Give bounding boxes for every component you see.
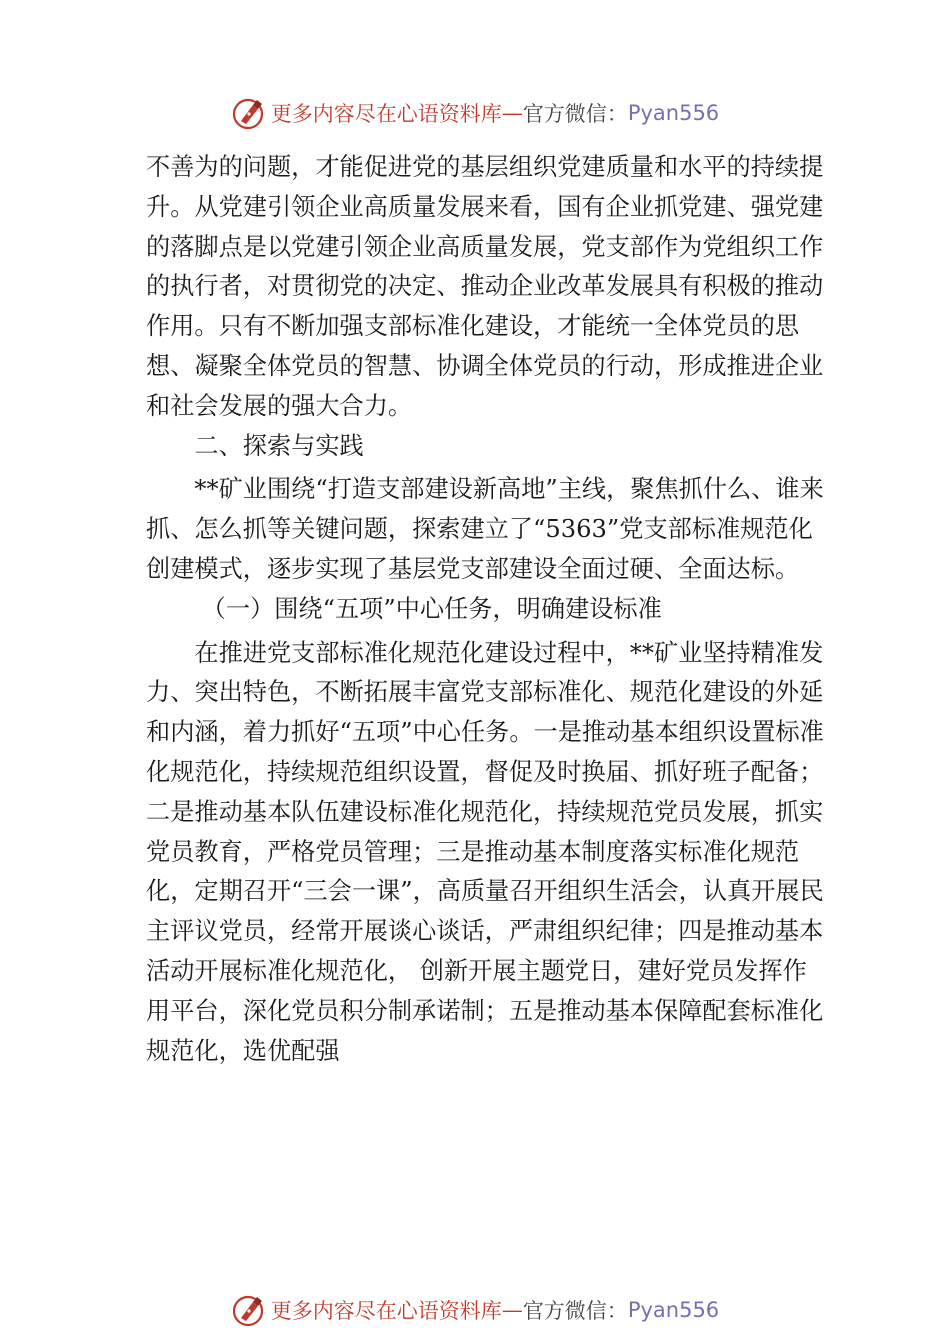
- body-paragraph-3: 在推进党支部标准化规范化建设过程中，**矿业坚持精准发力、突出特色，不断拓展丰富党支部标准化、规范化建设的外延和内涵，着力抓好“五项”中心任务。一是推动基本组织设置标准化规范化，持续规范组织设置，督促及时换届、抓好班子配备；二是推动基本队伍建设标准化规范化，持续规范党员发展，抓实党员教育，严格党员管理；三是推动基本制度落实标准化规范化，定期召开“三会一课”，高质量召开组织生活会，认真开展民主评议党员，经常开展谈心谈话，严肃组织纪律；四是推动基本活动开展标准化规范化， 创新开展主题党日，建好党员发挥作用平台，深化党员积分制承诺制；五是推动基本保障配套标准化规范化，选优配强: [146, 638, 824, 1065]
- section-heading: 二、探索与实践: [194, 431, 364, 460]
- watermark-contact-label: 官方微信：: [522, 102, 628, 126]
- watermark-site-name: 更多内容尽在心语资料库: [270, 102, 502, 126]
- watermark-dash: —: [501, 101, 523, 125]
- document-body: [146, 148, 826, 1071]
- watermark-dash: —: [501, 1298, 523, 1322]
- watermark-contact-label: 官方微信：: [522, 1299, 628, 1323]
- watermark-site-name: 更多内容尽在心语资料库: [270, 1299, 502, 1323]
- body-paragraph-1: 不善为的问题，才能促进党的基层组织党建质量和水平的持续提升。从党建引领企业高质量发展来看，国有企业抓党建、强党建的落脚点是以党建引领企业高质量发展，党支部作为党组织工作的执行者，对贯彻党的决定、推动企业改革发展具有积极的推动作用。只有不断加强支部标准化建设，才能统一全体党员的思想、凝聚全体党员的智慧、协调全体党员的行动，形成推进企业和社会发展的强大合力。: [146, 153, 824, 420]
- watermark-contact-id: Pyan556: [627, 101, 720, 125]
- watermark-contact-id: Pyan556: [627, 1298, 720, 1322]
- pen-nib-logo-icon: [231, 1292, 267, 1328]
- pen-nib-logo-icon: [231, 95, 267, 131]
- header-watermark: [0, 93, 950, 133]
- subsection-heading: （一）围绕“五项”中心任务，明确建设标准: [201, 594, 662, 623]
- footer-watermark: [0, 1290, 950, 1330]
- body-paragraph-2: **矿业围绕“打造支部建设新高地”主线，聚焦抓什么、谁来抓、怎么抓等关键问题，探索建立了“5363”党支部标准规范化创建模式，逐步实现了基层党支部建设全面过硬、全面达标。: [146, 475, 824, 583]
